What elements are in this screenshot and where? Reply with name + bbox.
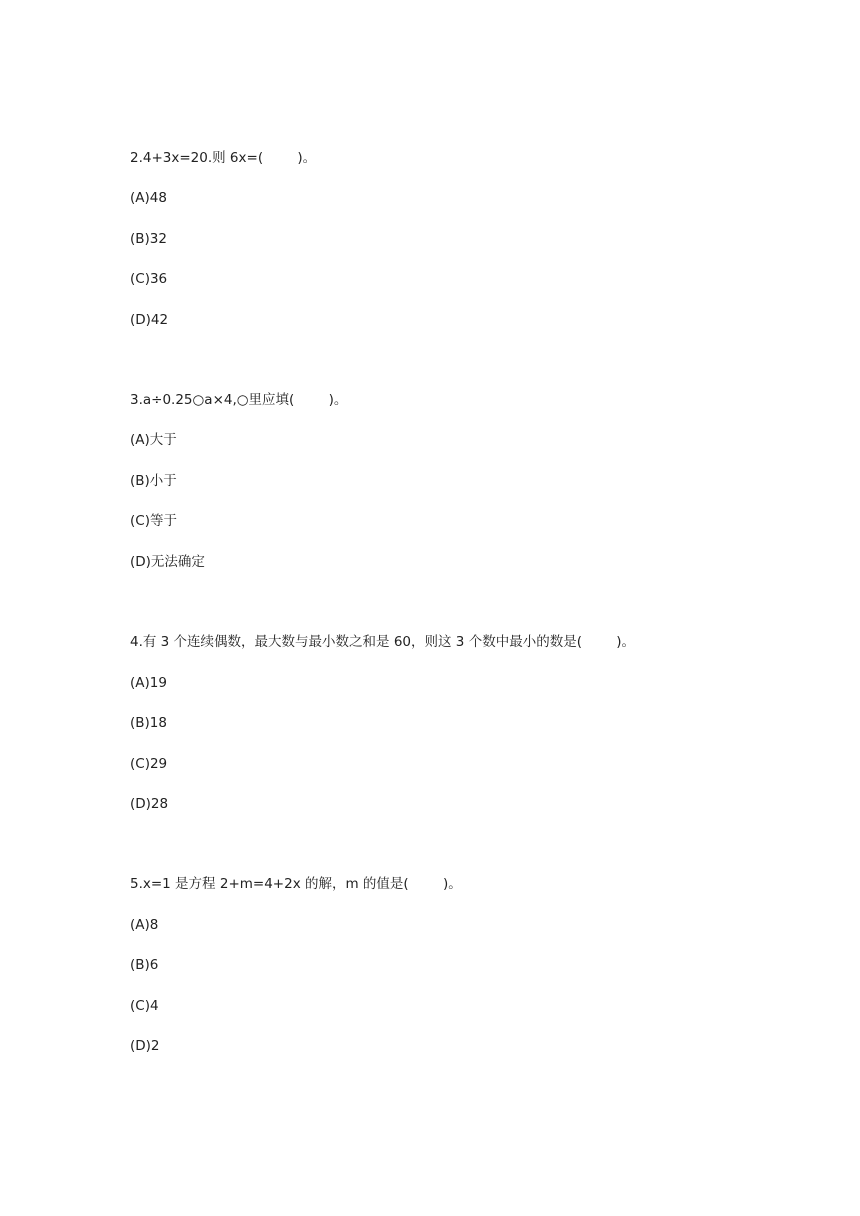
question-3-option-a: (A)大于 [130, 432, 177, 448]
question-5-option-c: (C)4 [130, 998, 159, 1014]
question-2-option-b: (B)32 [130, 231, 167, 247]
question-5-option-a: (A)8 [130, 917, 159, 933]
question-2-option-a: (A)48 [130, 190, 167, 206]
question-3-option-d: (D)无法确定 [130, 554, 205, 570]
question-4-stem: 4.有 3 个连续偶数，最大数与最小数之和是 60，则这 3 个数中最小的数是( )。 [130, 634, 636, 650]
question-5-option-b: (B)6 [130, 957, 159, 973]
question-2-option-c: (C)36 [130, 271, 168, 287]
question-5-option-d: (D)2 [130, 1038, 160, 1054]
question-4-option-a: (A)19 [130, 675, 167, 691]
question-4-option-d: (D)28 [130, 796, 169, 812]
question-4-option-b: (B)18 [130, 715, 167, 731]
question-2-option-d: (D)42 [130, 312, 169, 328]
question-2-stem: 2.4+3x=20.则 6x=( )。 [130, 150, 317, 166]
question-3-option-c: (C)等于 [130, 513, 177, 529]
question-4-option-c: (C)29 [130, 756, 168, 772]
question-3-stem: 3.a÷0.25○a×4,○里应填( )。 [130, 392, 348, 408]
question-3-option-b: (B)小于 [130, 473, 177, 489]
question-5-stem: 5.x=1 是方程 2+m=4+2x 的解，m 的值是( )。 [130, 876, 462, 892]
